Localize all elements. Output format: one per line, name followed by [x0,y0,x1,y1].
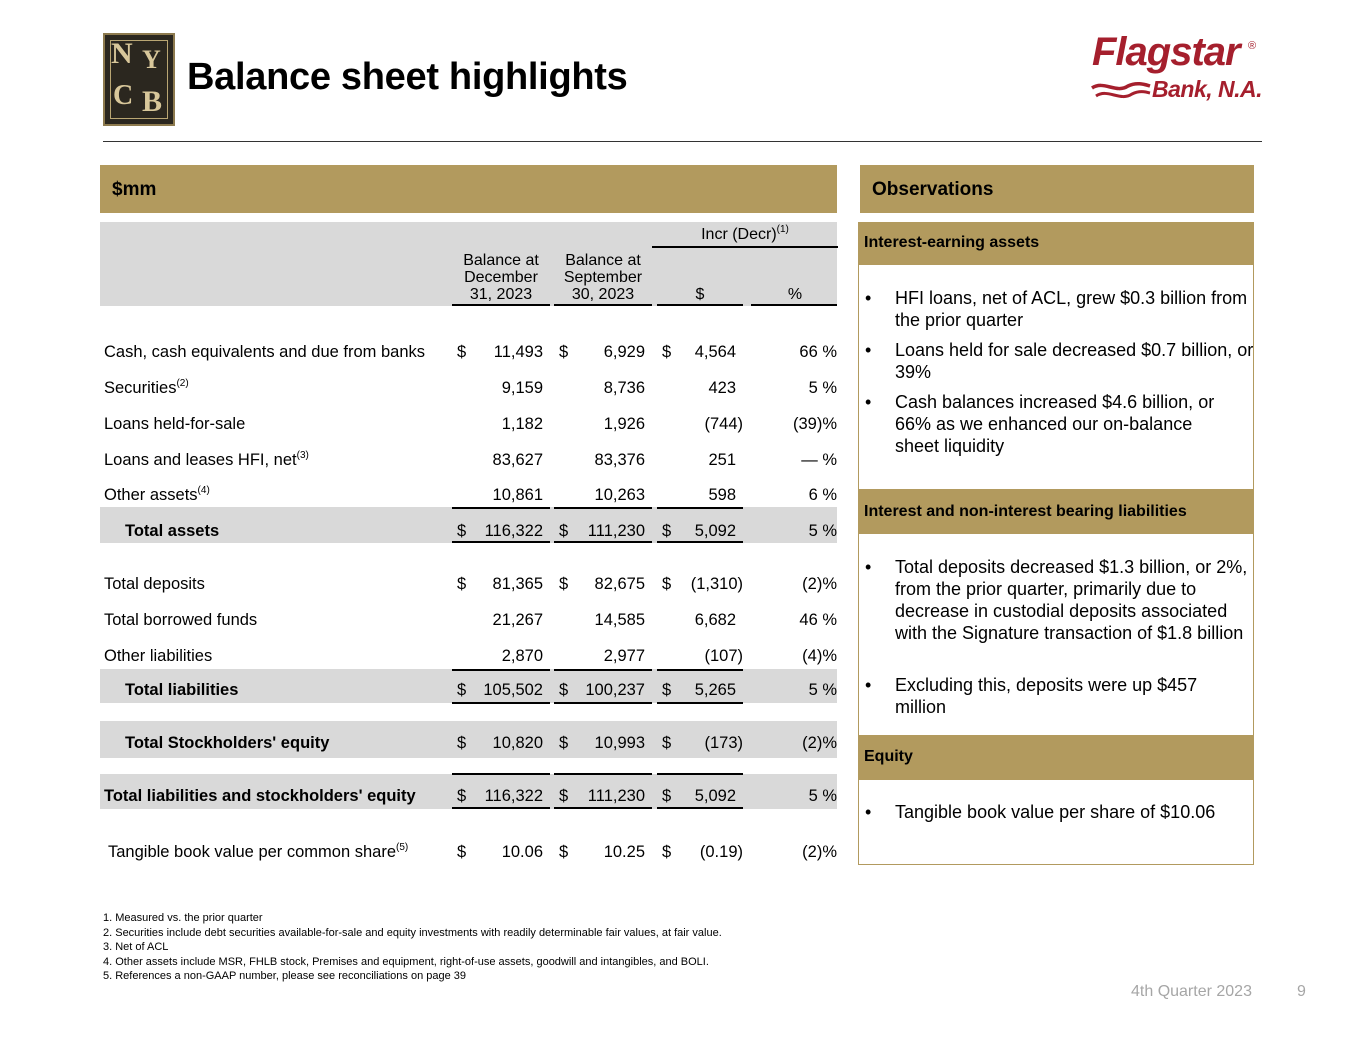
footer-quarter: 4th Quarter 2023 [1131,983,1252,1000]
subtotal-underline [657,807,743,809]
row-value-sep: 10.25 [603,843,645,861]
row-dollar: $ [457,681,467,699]
row-value-dec: 1,182 [501,415,543,433]
row-dollar: $ [457,787,467,805]
row-label: Cash, cash equivalents and due from banks [104,343,426,361]
row-dollar: $ [457,843,467,861]
col-header-dec: Balance at December 31, 2023 [463,252,539,303]
row-value-sep: 111,230 [587,522,645,540]
row-value-pct: 5 % [808,681,837,699]
row-value-change: 5,265 [694,681,736,699]
row-value-change: (744) [704,415,743,433]
subtotal-underline [452,773,550,775]
row-label-total: Total assets [125,522,220,540]
row-value-dec: 10.06 [501,843,543,861]
page-title: Balance sheet highlights [187,56,628,98]
row-label: Other liabilities [104,647,213,665]
row-dollar: $ [662,734,672,752]
section-box-equity: • Tangible book value per share of $10.06 [858,779,1254,865]
row-value-change: (1,310) [690,575,743,593]
row-value-sep: 14,585 [594,611,645,629]
row-value-pct: 66 % [799,343,837,361]
row-value-sep: 10,993 [594,734,645,752]
subtotal-underline [554,773,652,775]
row-value-change: (107) [704,647,743,665]
row-dollar: $ [457,522,467,540]
row-dollar: $ [662,787,672,805]
row-label: Loans and leases HFI, net$^{(3)}$ [104,450,309,469]
row-dollar: $ [559,343,569,361]
row-value-sep: 82,675 [594,575,645,593]
row-dollar: $ [662,843,672,861]
section-box-liabilities: • Total deposits decreased $1.3 billion, or 2%, from the prior quarter, primarily due to decrease in custodial deposits associated with the Signature transaction of $1.8 billion • Excluding this, deposits were up $457 million [858,533,1254,736]
flagstar-brand: Flagstar [1092,30,1240,74]
row-value-pct: (4)% [802,647,837,665]
row-label: Securities$^{(2)}$ [104,378,189,397]
row-value-dec: 9,159 [501,379,543,397]
row-value-dec: 116,322 [484,787,543,805]
footnote: 2. Securities include debt securities available-for-sale and equity investments with readily determinable fair values, at fair value. [103,926,722,939]
table-header-bar [100,165,837,213]
logo-letter-b: B [142,85,163,118]
row-value-sep: 2,977 [603,647,645,665]
row-dollar: $ [559,575,569,593]
row-value-change: 5,092 [694,787,736,805]
observations-header-bar [860,165,1254,213]
logo-letter-n: N [111,37,133,70]
row-value-pct: — % [801,451,837,469]
incr-decr-underline [652,246,838,248]
logo-letter-c: C [113,80,134,111]
row-dollar: $ [559,843,569,861]
row-dollar: $ [457,734,467,752]
subtotal-underline [554,541,652,543]
row-value-pct: 46 % [799,611,837,629]
row-label: Total borrowed funds [104,611,258,629]
row-value-change: (0.19) [699,843,743,861]
row-value-change: 6,682 [694,611,736,629]
logo-letter-y: Y [142,45,161,74]
row-value-pct: (2)% [802,843,837,861]
header-underline [657,304,743,306]
row-value-pct: (2)% [802,575,837,593]
row-dollar: $ [559,522,569,540]
subtotal-underline [452,669,550,671]
subtotal-underline [554,507,652,509]
row-value-pct: 5 % [808,522,837,540]
row-value-dec: 105,502 [483,681,543,699]
unit-label: $mm [112,179,157,200]
subtotal-underline [554,807,652,809]
row-value-dec: 116,322 [484,522,543,540]
row-value-pct: 6 % [808,486,837,504]
subtotal-underline [657,507,743,509]
row-label-total: Total Stockholders' equity [125,734,330,752]
row-value-dec: 10,820 [492,734,543,752]
row-value-sep: 100,237 [585,681,645,699]
header-underline [751,304,837,306]
footnote: 4. Other assets include MSR, FHLB stock, Premises and equipment, right-of-use assets, goodwill and intangibles, and BOLI. [103,955,709,968]
row-dollar: $ [662,343,672,361]
observations-title: Observations [872,179,994,200]
row-value-change: 423 [708,379,736,397]
row-dollar: $ [457,343,467,361]
col-header-sep: Balance at September 30, 2023 [563,252,643,303]
subtotal-underline [657,541,743,543]
row-value-pct: (2)% [802,734,837,752]
row-label: Tangible book value per common share$^{(5)}$ [108,842,409,861]
subtotal-underline [452,702,550,704]
row-dollar: $ [662,522,672,540]
subtotal-underline [554,702,652,704]
header-underline [452,304,550,306]
row-value-sep: 8,736 [603,379,645,397]
nycb-logo [103,33,175,126]
row-value-dec: 81,365 [492,575,543,593]
row-value-sep: 10,263 [594,486,645,504]
row-value-change: 4,564 [694,343,736,361]
row-value-change: (173) [704,734,743,752]
section-heading-liabilities: Interest and non-interest bearing liabilities [858,490,1254,533]
section-heading-assets: Interest-earning assets [858,222,1254,264]
header-divider [103,141,1262,142]
footnote: 3. Net of ACL [103,941,169,953]
col-header-pct: % [787,286,803,303]
subtotal-underline [452,807,550,809]
page-number: 9 [1297,983,1306,1000]
row-label: Other assets$^{(4)}$ [104,485,210,504]
row-value-sep: 83,376 [594,451,645,469]
subtotal-underline [554,669,652,671]
subtotal-underline [657,773,743,775]
flagstar-subtitle: Bank, N.A. [1152,76,1263,102]
row-label-total: Total liabilities and stockholders' equity [104,787,416,805]
row-value-sep: 1,926 [603,415,645,433]
subtotal-underline [657,669,743,671]
row-value-change: 598 [708,486,736,504]
row-label: Loans held-for-sale [104,415,246,433]
row-value-sep: 6,929 [603,343,645,361]
flagstar-registered: ® [1248,40,1257,52]
row-dollar: $ [559,787,569,805]
row-value-pct: (39)% [792,415,837,433]
row-value-dec: 2,870 [501,647,543,665]
row-value-change: 5,092 [694,522,736,540]
row-value-dec: 83,627 [492,451,543,469]
flagstar-logo [1088,30,1264,110]
footnote: 5. References a non-GAAP number, please see reconciliations on page 39 [103,970,467,982]
row-dollar: $ [559,734,569,752]
footnote: 1. Measured vs. the prior quarter [103,912,263,924]
row-dollar: $ [662,575,672,593]
header-underline [554,304,652,306]
subtotal-underline [452,541,550,543]
subtotal-underline [452,507,550,509]
row-value-change: 251 [708,451,736,469]
row-dollar: $ [457,575,467,593]
row-label-total: Total liabilities [125,681,239,699]
row-value-sep: 111,230 [587,787,645,805]
row-label: Total deposits [104,575,205,593]
row-value-pct: 5 % [808,787,837,805]
col-header-dollar: $ [695,286,705,303]
row-dollar: $ [662,681,672,699]
incr-decr-header: Incr (Decr)$^{(1)}$ [701,224,789,243]
row-value-dec: 21,267 [492,611,543,629]
row-value-pct: 5 % [808,379,837,397]
row-dollar: $ [559,681,569,699]
section-box-assets: • HFI loans, net of ACL, grew $0.3 billion from the prior quarter • Loans held for sale decreased $0.7 billion, or 39% • Cash balances increased $4.6 billion, or 66% as we enhanced our on-balance sheet liquidity [858,264,1254,490]
flagstar-wave-icon [1090,80,1152,102]
subtotal-underline [657,702,743,704]
row-value-dec: 11,493 [493,343,543,361]
row-value-dec: 10,861 [492,486,543,504]
section-heading-equity: Equity [858,736,1254,779]
